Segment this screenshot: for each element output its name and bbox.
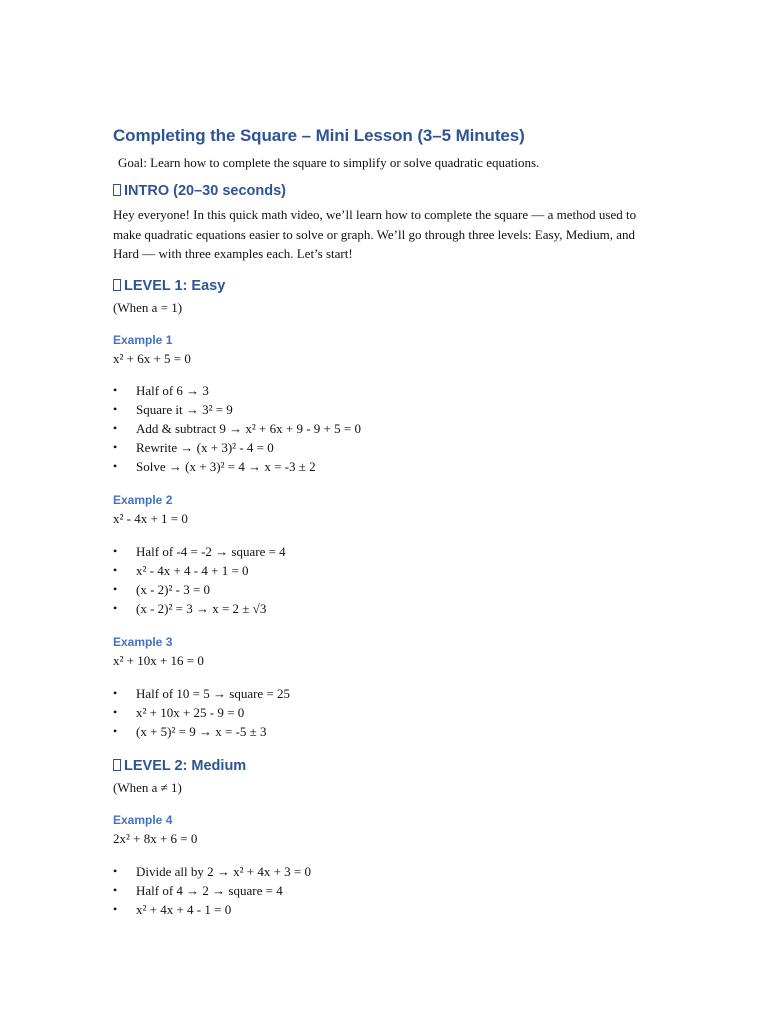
intro-heading [113, 181, 286, 201]
level1-note: (When a = 1) [113, 300, 183, 315]
level2-note: (When a ≠ 1) [113, 780, 182, 795]
intro-heading-text: INTRO (20–30 seconds) [124, 183, 286, 199]
goal-text: Goal: Learn how to complete the square to simplify or solve quadratic equations. [118, 155, 540, 170]
list-item [113, 881, 613, 900]
bullet-icon: • [113, 383, 118, 397]
example-4-heading: Example 4 [113, 813, 173, 827]
list-item [113, 561, 613, 580]
list-item [113, 381, 613, 400]
bullet-icon: • [113, 864, 118, 878]
list-item [113, 703, 613, 722]
step-text: Solve → (x + 3)² = 4 → x = -3 ± 2 [136, 459, 316, 474]
bullet-icon: • [113, 686, 118, 700]
example-3-equation: x² + 10x + 16 = 0 [113, 653, 204, 668]
bullet-icon: • [113, 563, 118, 577]
bullet-icon: • [113, 724, 118, 738]
list-item [113, 722, 613, 741]
example-3-steps [113, 684, 613, 741]
bullet-icon: • [113, 601, 118, 615]
step-text: Square it → 3² = 9 [136, 402, 233, 417]
bullet-icon: • [113, 402, 118, 416]
list-item [113, 580, 613, 599]
bullet-icon: • [113, 421, 118, 435]
example-4-equation: 2x² + 8x + 6 = 0 [113, 831, 198, 846]
bullet-icon: • [113, 883, 118, 897]
step-text: (x - 2)² = 3 → x = 2 ± √3 [136, 601, 267, 616]
document-title: Completing the Square – Mini Lesson (3–5 Minutes) [113, 126, 525, 145]
step-text: x² + 10x + 25 - 9 = 0 [136, 705, 245, 720]
level1-heading [113, 276, 225, 296]
example-3-heading: Example 3 [113, 635, 173, 649]
step-text: Divide all by 2 → x² + 4x + 3 = 0 [136, 864, 312, 879]
example-1-heading: Example 1 [113, 333, 173, 347]
list-item [113, 400, 613, 419]
bullet-icon: • [113, 544, 118, 558]
step-text: Half of -4 = -2 → square = 4 [136, 544, 286, 559]
step-text: x² + 4x + 4 - 1 = 0 [136, 902, 232, 917]
bullet-icon: • [113, 705, 118, 719]
example-2-steps [113, 542, 613, 618]
list-item [113, 684, 613, 703]
step-text: Half of 4 → 2 → square = 4 [136, 883, 283, 898]
list-item [113, 542, 613, 561]
bullet-icon: • [113, 582, 118, 596]
intro-text: Hey everyone! In this quick math video, we’ll learn how to complete the square — a method used to make quadratic equations easier to solve or graph. We’ll go through three levels: Easy, Medium, and Hard — with three examples each. Let’s start! [113, 207, 637, 261]
bullet-icon: • [113, 440, 118, 454]
emoji-placeholder-icon [113, 184, 121, 196]
level1-heading-text: LEVEL 1: Easy [124, 278, 226, 294]
bullet-icon: • [113, 459, 118, 473]
list-item [113, 419, 613, 438]
step-text: Half of 10 = 5 → square = 25 [136, 686, 291, 701]
list-item [113, 599, 613, 618]
list-item [113, 862, 613, 881]
emoji-placeholder-icon [113, 279, 121, 291]
step-text: x² - 4x + 4 - 4 + 1 = 0 [136, 563, 249, 578]
list-item [113, 438, 613, 457]
example-2-equation: x² - 4x + 1 = 0 [113, 511, 188, 526]
step-text: (x + 5)² = 9 → x = -5 ± 3 [136, 724, 267, 739]
step-text: (x - 2)² - 3 = 0 [136, 582, 211, 597]
step-text: Rewrite → (x + 3)² - 4 = 0 [136, 440, 274, 455]
emoji-placeholder-icon [113, 759, 121, 771]
step-text: Add & subtract 9 → x² + 6x + 9 - 9 + 5 = 0 [136, 421, 361, 436]
example-1-equation: x² + 6x + 5 = 0 [113, 351, 191, 366]
level2-heading [113, 756, 246, 776]
list-item [113, 900, 613, 919]
example-2-heading: Example 2 [113, 493, 173, 507]
step-text: Half of 6 → 3 [136, 383, 209, 398]
example-4-steps [113, 862, 613, 919]
list-item [113, 457, 613, 476]
bullet-icon: • [113, 902, 118, 916]
level2-heading-text: LEVEL 2: Medium [124, 758, 247, 774]
example-1-steps [113, 381, 613, 476]
